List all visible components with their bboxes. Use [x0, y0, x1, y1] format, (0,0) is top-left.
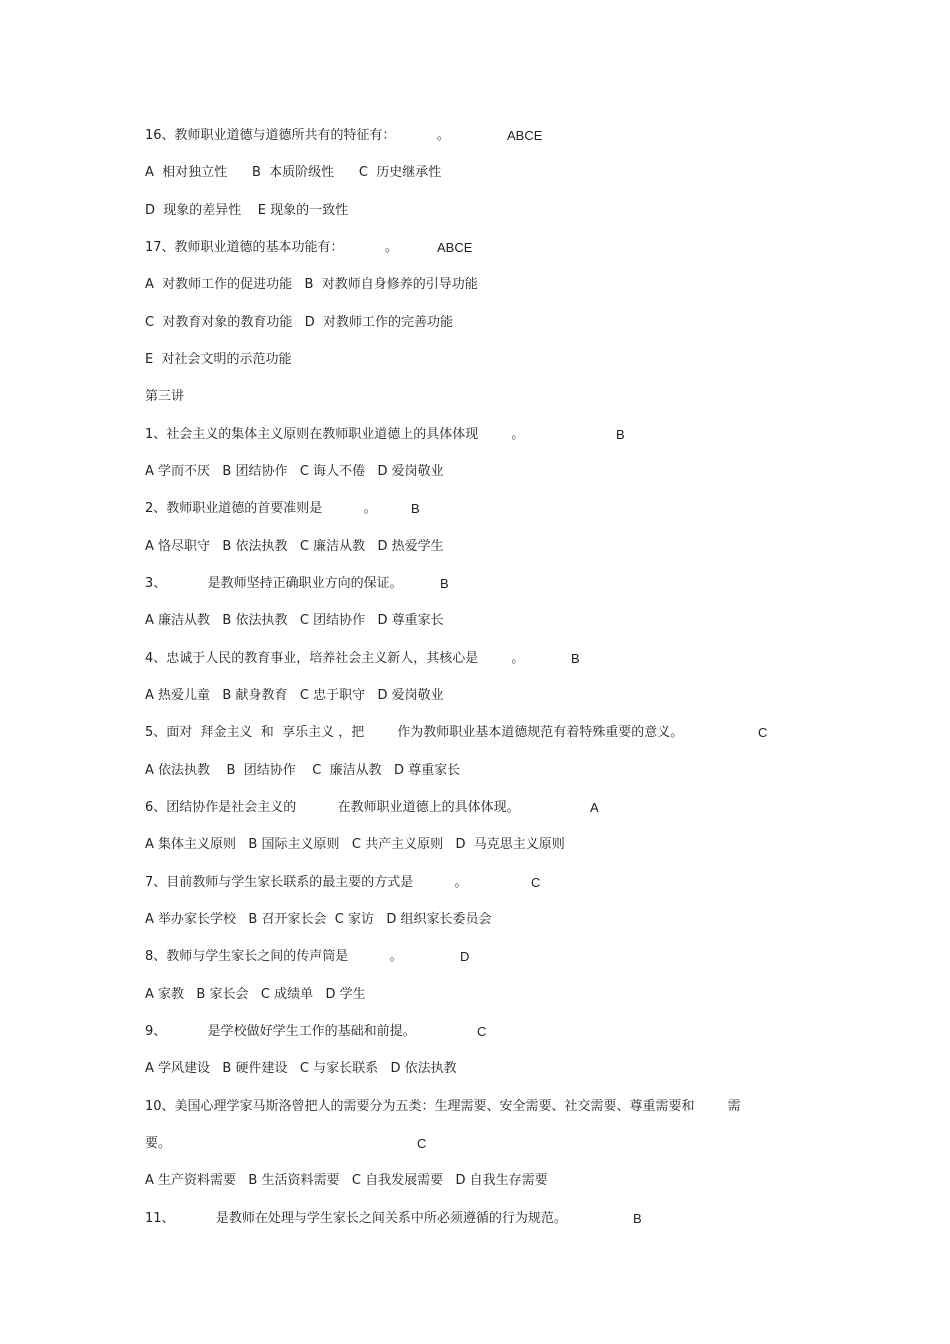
answer-8: D	[460, 949, 470, 964]
question-2: 2、教师职业道德的首要准则是 。	[145, 501, 377, 516]
answer-16: ABCE	[507, 128, 543, 143]
answer-11: B	[633, 1211, 642, 1226]
question-8: 8、教师与学生家长之间的传声筒是 。	[145, 949, 403, 964]
question-5: 5、面对 拜金主义 和 享乐主义 ，把 作为教师职业基本道德规范有着特殊重要的意义。	[145, 725, 684, 740]
options-7: A 举办家长学校 B 召开家长会 C 家访 D 组织家长委员会	[145, 912, 492, 927]
section-heading: 第三讲	[145, 389, 185, 404]
options-8: A 家教 B 家长会 C 成绩单 D 学生	[145, 987, 366, 1002]
answer-10: C	[417, 1136, 427, 1151]
answer-1: B	[616, 427, 625, 442]
answer-17: ABCE	[437, 240, 473, 255]
question-9: 9、 是学校做好学生工作的基础和前提。	[145, 1024, 416, 1039]
answer-9: C	[477, 1024, 487, 1039]
question-7: 7、目前教师与学生家长联系的最主要的方式是 。	[145, 875, 468, 890]
options-9: A 学风建设 B 硬件建设 C 与家长联系 D 依法执教	[145, 1061, 457, 1076]
question-3: 3、 是教师坚持正确职业方向的保证。	[145, 576, 403, 591]
options-16-a: A 相对独立性 B 本质阶级性 C 历史继承性	[145, 165, 442, 180]
question-6: 6、团结协作是社会主义的 在教师职业道德上的具体体现。	[145, 800, 520, 815]
answer-5: C	[758, 725, 768, 740]
options-3: A 廉洁从教 B 依法执教 C 团结协作 D 尊重家长	[145, 613, 444, 628]
question-11: 11、 是教师在处理与学生家长之间关系中所必须遵循的行为规范。	[145, 1211, 567, 1226]
question-17: 17、教师职业道德的基本功能有： 。	[145, 240, 398, 255]
answer-2: B	[411, 501, 420, 516]
options-17-c: E 对社会文明的示范功能	[145, 352, 292, 367]
question-16: 16、教师职业道德与道德所共有的特征有： 。	[145, 128, 450, 143]
answer-6: A	[590, 800, 599, 815]
options-17-a: A 对教师工作的促进功能 B 对教师自身修养的引导功能	[145, 277, 478, 292]
answer-4: B	[571, 651, 580, 666]
question-10-cont: 要。	[145, 1136, 172, 1151]
options-5: A 依法执教 B 团结协作 C 廉洁从教 D 尊重家长	[145, 763, 461, 778]
answer-7: C	[531, 875, 541, 890]
options-16-b: D 现象的差异性 E 现象的一致性	[145, 203, 349, 218]
options-10: A 生产资料需要 B 生活资料需要 C 自我发展需要 D 自我生存需要	[145, 1173, 548, 1188]
answer-3: B	[440, 576, 449, 591]
question-1: 1、社会主义的集体主义原则在教师职业道德上的具体体现 。	[145, 427, 525, 442]
options-2: A 恪尽职守 B 依法执教 C 廉洁从教 D 热爱学生	[145, 539, 444, 554]
options-1: A 学而不厌 B 团结协作 C 诲人不倦 D 爱岗敬业	[145, 464, 444, 479]
options-17-b: C 对教育对象的教育功能 D 对教师工作的完善功能	[145, 315, 454, 330]
options-6: A 集体主义原则 B 国际主义原则 C 共产主义原则 D 马克思主义原则	[145, 837, 565, 852]
question-4: 4、忠诚于人民的教育事业，培养社会主义新人，其核心是 。	[145, 651, 525, 666]
question-10: 10、美国心理学家马斯洛曾把人的需要分为五类：生理需要、安全需要、社交需要、尊重需要和 需	[145, 1099, 741, 1114]
options-4: A 热爱儿童 B 献身教育 C 忠于职守 D 爱岗敬业	[145, 688, 444, 703]
